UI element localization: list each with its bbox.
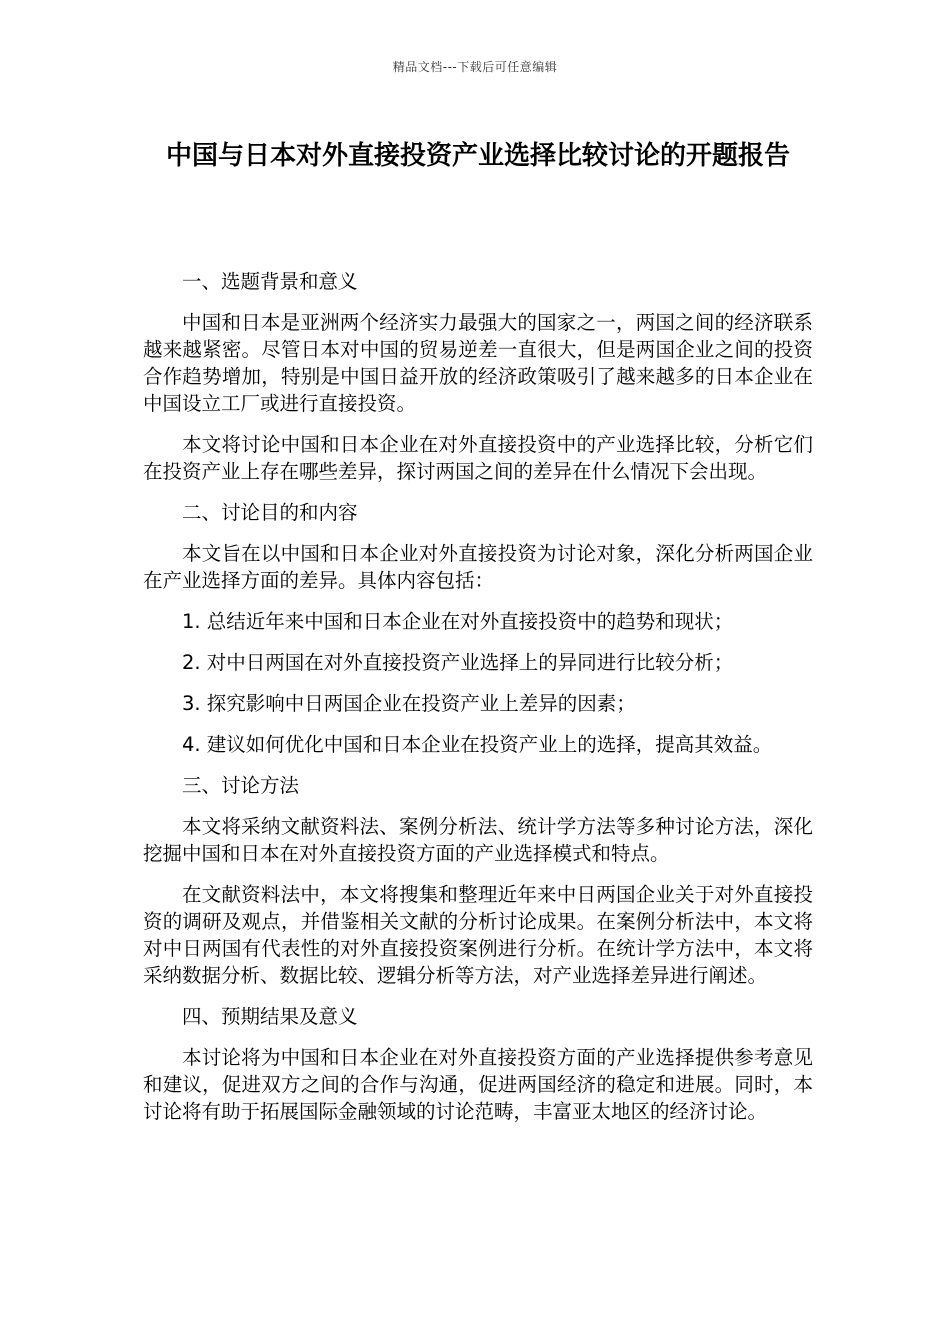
section-heading-objectives: 二、讨论目的和内容 — [182, 501, 358, 524]
list-item: 4. 建议如何优化中国和日本企业在投资产业上的选择，提高其效益。 — [182, 733, 773, 756]
section-heading-expected-results: 四、预期结果及意义 — [182, 1005, 358, 1028]
paragraph-methods-2: 在文献资料法中，本文将搜集和整理近年来中日两国企业关于对外直接投资的调研及观点，并借鉴相关文献的分析讨论成果。在案例分析法中，本文将对中日两国有代表性的对外直接投资案例进行分析。在统计学方法中，本文将采纳数据分析、数据比较、逻辑分析等方法，对产业选择差异进行阐述。 — [143, 883, 813, 987]
paragraph-background-1: 中国和日本是亚洲两个经济实力最强大的国家之一，两国之间的经济联系越来越紧密。尽管日本对中国的贸易逆差一直很大，但是两国企业之间的投资合作趋势增加，特别是中国日益开放的经济政策吸引了越来越多的日本企业在中国设立工厂或进行直接投资。 — [143, 311, 813, 415]
list-item: 1. 总结近年来中国和日本企业在对外直接投资中的趋势和现状； — [182, 610, 734, 633]
document-title: 中国与日本对外直接投资产业选择比较讨论的开题报告 — [165, 141, 790, 171]
paragraph-objectives-1: 本文旨在以中国和日本企业对外直接投资为讨论对象，深化分析两国企业在产业选择方面的差异。具体内容包括： — [143, 542, 813, 592]
document-body — [143, 268, 813, 1139]
header-note: 精品文档---下载后可任意编辑 — [392, 60, 558, 74]
list-item: 2. 对中日两国在对外直接投资产业选择上的异同进行比较分析； — [182, 651, 734, 674]
list-item: 3. 探究影响中日两国企业在投资产业上差异的因素； — [182, 692, 636, 715]
section-heading-methods: 三、讨论方法 — [182, 774, 300, 797]
section-heading-background: 一、选题背景和意义 — [182, 270, 358, 293]
paragraph-expected-results-1: 本讨论将为中国和日本企业在对外直接投资方面的产业选择提供参考意见和建议，促进双方之间的合作与沟通，促进两国经济的稳定和进展。同时，本讨论将有助于拓展国际金融领域的讨论范畴，丰富亚太地区的经济讨论。 — [143, 1046, 813, 1123]
paragraph-methods-1: 本文将采纳文献资料法、案例分析法、统计学方法等多种讨论方法，深化挖掘中国和日本在对外直接投资方面的产业选择模式和特点。 — [143, 815, 813, 865]
paragraph-background-2: 本文将讨论中国和日本企业在对外直接投资中的产业选择比较，分析它们在投资产业上存在哪些差异，探讨两国之间的差异在什么情况下会出现。 — [143, 433, 813, 483]
